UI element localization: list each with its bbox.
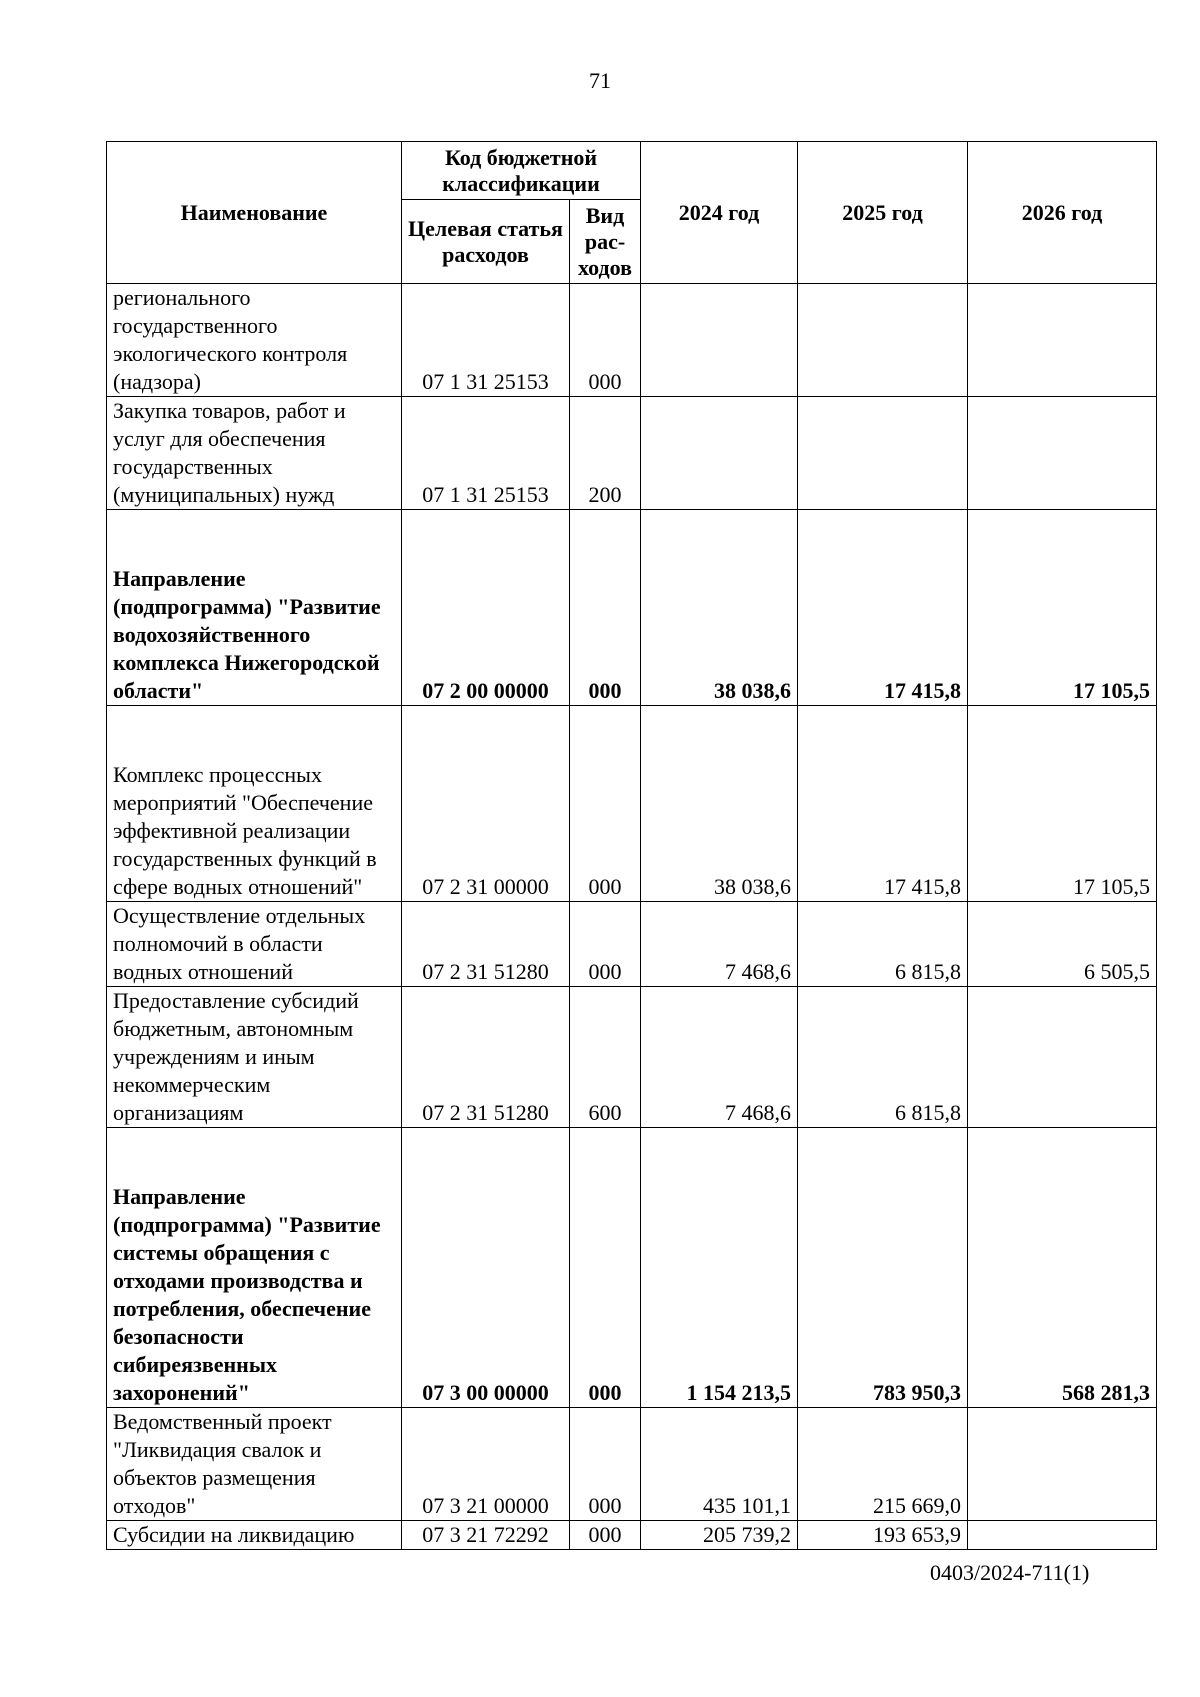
row-value-2025: 6 815,8 (798, 902, 968, 987)
table-row (107, 902, 1157, 987)
row-value-2026 (968, 397, 1157, 510)
row-value-2025: 783 950,3 (798, 1128, 968, 1408)
row-expense-type: 000 (570, 510, 641, 706)
row-value-2024 (641, 284, 798, 397)
row-target-article: 07 3 00 00000 (402, 1128, 570, 1408)
row-expense-type: 000 (570, 706, 641, 902)
row-value-2024: 7 468,6 (641, 987, 798, 1128)
table-row (107, 397, 1157, 510)
row-value-2025: 6 815,8 (798, 987, 968, 1128)
header-expense-type: Вид рас-ходов (570, 200, 641, 284)
row-target-article: 07 2 31 00000 (402, 706, 570, 902)
row-value-2025 (798, 397, 968, 510)
table-row (107, 1128, 1157, 1408)
row-expense-type: 000 (570, 902, 641, 987)
table-row (107, 987, 1157, 1128)
row-value-2024: 1 154 213,5 (641, 1128, 798, 1408)
header-name: Наименование (107, 142, 402, 284)
header-year-2026: 2026 год (968, 142, 1157, 284)
row-target-article: 07 3 21 00000 (402, 1408, 570, 1521)
budget-table (106, 141, 1157, 1550)
row-target-article: 07 2 31 51280 (402, 902, 570, 987)
row-expense-type: 600 (570, 987, 641, 1128)
row-name: Субсидии на ликвидацию (107, 1521, 402, 1550)
row-name: Комплекс процессных мероприятий "Обеспечение эффективной реализации государственных функций в сфере водных отношений" (107, 706, 402, 902)
row-expense-type: 000 (570, 284, 641, 397)
table-row (107, 706, 1157, 902)
document-code: 0403/2024-711(1) (930, 1560, 1090, 1585)
row-value-2026: 17 105,5 (968, 706, 1157, 902)
row-target-article: 07 2 00 00000 (402, 510, 570, 706)
row-expense-type: 000 (570, 1521, 641, 1550)
page-number: 71 (589, 68, 611, 93)
row-value-2026 (968, 284, 1157, 397)
header-code-group: Код бюджетной классификации (402, 142, 641, 200)
row-value-2024: 38 038,6 (641, 510, 798, 706)
row-value-2026 (968, 1408, 1157, 1521)
header-year-2024: 2024 год (641, 142, 798, 284)
row-name: Предоставление субсидий бюджетным, автономным учреждениям и иным некоммерческим организациям (107, 987, 402, 1128)
row-value-2024: 7 468,6 (641, 902, 798, 987)
row-name: Осуществление отдельных полномочий в области водных отношений (107, 902, 402, 987)
row-value-2025: 215 669,0 (798, 1408, 968, 1521)
row-value-2024 (641, 397, 798, 510)
row-target-article: 07 1 31 25153 (402, 397, 570, 510)
row-value-2024: 435 101,1 (641, 1408, 798, 1521)
row-name: Закупка товаров, работ и услуг для обеспечения государственных (муниципальных) нужд (107, 397, 402, 510)
row-value-2025: 17 415,8 (798, 706, 968, 902)
table-body (107, 284, 1157, 1550)
row-value-2026 (968, 987, 1157, 1128)
table-row (107, 510, 1157, 706)
table-row (107, 1521, 1157, 1550)
header-year-2025: 2025 год (798, 142, 968, 284)
row-name: регионального государственного экологического контроля (надзора) (107, 284, 402, 397)
row-name: Направление (подпрограмма) "Развитие системы обращения с отходами производства и потребления, обеспечение безопасности сибиреязвенных захоронений" (107, 1128, 402, 1408)
row-value-2025: 193 653,9 (798, 1521, 968, 1550)
row-target-article: 07 1 31 25153 (402, 284, 570, 397)
row-name: Направление (подпрограмма) "Развитие водохозяйственного комплекса Нижегородской области" (107, 510, 402, 706)
row-target-article: 07 3 21 72292 (402, 1521, 570, 1550)
row-value-2026: 6 505,5 (968, 902, 1157, 987)
row-value-2025: 17 415,8 (798, 510, 968, 706)
row-expense-type: 000 (570, 1408, 641, 1521)
row-value-2026 (968, 1521, 1157, 1550)
row-value-2026: 17 105,5 (968, 510, 1157, 706)
row-value-2025 (798, 284, 968, 397)
row-expense-type: 000 (570, 1128, 641, 1408)
table-row (107, 1408, 1157, 1521)
row-expense-type: 200 (570, 397, 641, 510)
row-name: Ведомственный проект "Ликвидация свалок и объектов размещения отходов" (107, 1408, 402, 1521)
row-target-article: 07 2 31 51280 (402, 987, 570, 1128)
header-target-article: Целевая статья расходов (402, 200, 570, 284)
row-value-2024: 38 038,6 (641, 706, 798, 902)
row-value-2026: 568 281,3 (968, 1128, 1157, 1408)
table-row (107, 284, 1157, 397)
row-value-2024: 205 739,2 (641, 1521, 798, 1550)
